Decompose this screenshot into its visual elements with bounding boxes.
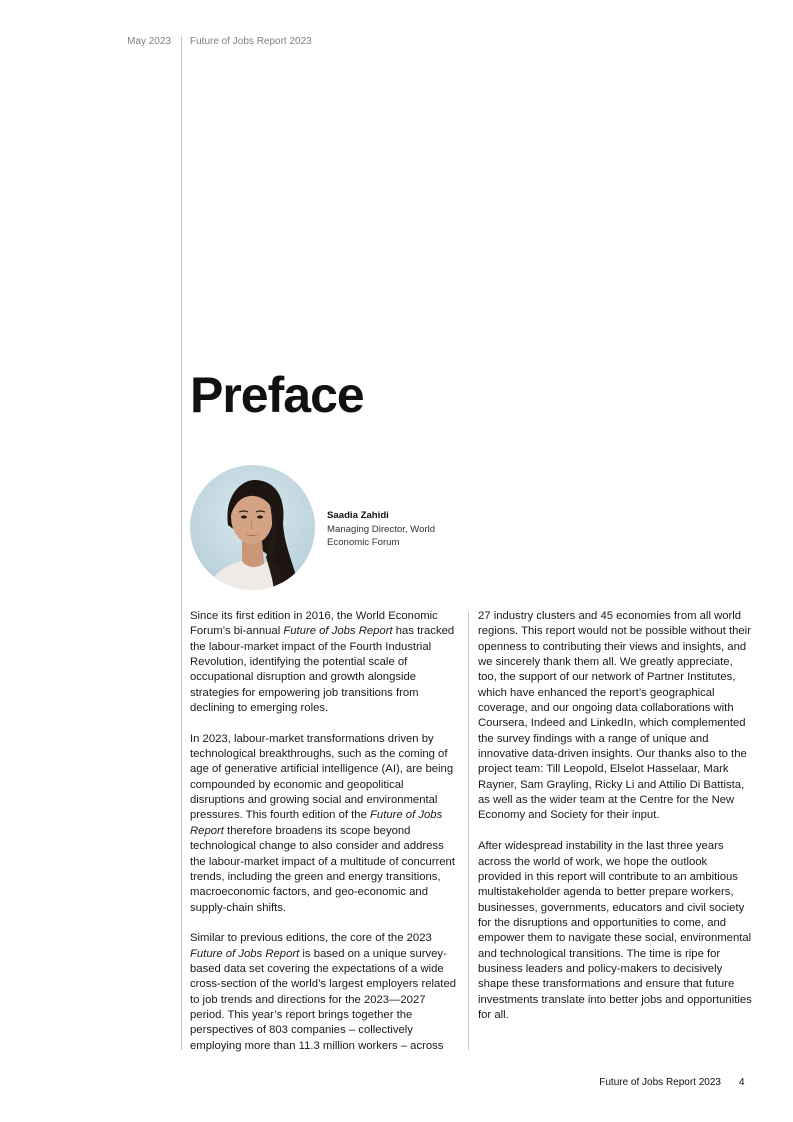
paragraph-2-text-a: In 2023, labour-market transformations driven by technological breakthroughs, such as the coming of age of generative artificial intelligence (AI), are being compounded by economic and geopolitical disruptions and growing social and environmental pressures. This fourth edition of the	[190, 732, 454, 822]
paragraph-2-report-title: Future of Jobs Report	[190, 809, 443, 837]
page-header	[0, 36, 793, 50]
body-column-right	[478, 609, 753, 1039]
margin-rule	[181, 36, 182, 1050]
header-date: May 2023	[127, 36, 171, 47]
paragraph-1-text-a: Since its first edition in 2016, the World Economic Forum’s bi-annual	[190, 610, 438, 638]
paragraph-3-report-title: Future of Jobs Report	[190, 947, 300, 960]
paragraph-1-report-title: Future of Jobs Report	[283, 625, 393, 638]
footer-report-title: Future of Jobs Report 2023	[599, 1077, 721, 1088]
author-block	[327, 509, 467, 550]
paragraph-2-text-b: therefore broadens its scope beyond technological change to also consider and address the labour-market impact of a multitude of concurrent trends, including the green and energy transitions, macroeconomic factors, and geo-economic and supply-chain shifts.	[190, 824, 455, 914]
author-name: Saadia Zahidi	[327, 510, 389, 521]
paragraph-3-text-a: Similar to previous editions, the core of the 2023	[190, 932, 432, 945]
page-title: Preface	[190, 367, 364, 423]
author-portrait	[190, 465, 315, 590]
paragraph-3	[190, 931, 460, 1054]
paragraph-3-continued: 27 industry clusters and 45 economies from all world regions. This report would not be possible without their openness to contributing their views and insights, and we sincerely thank them all. We greatly appreciate, too, the support of our network of Partner Institutes, which have enhanced the report’s geographical coverage, and our ongoing data collaborations with Coursera, Indeed and LinkedIn, which complemented the survey findings with a range of unique and innovative data-driven insights. Our thanks also to the project team: Till Leopold, Elselot Hasselaar, Mark Rayner, Sam Grayling, Ricky Li and Attilio Di Battista, as well as the wider team at the Centre for the New Economy and Society for their input.	[478, 610, 751, 822]
paragraph-3-text-b: is based on a unique survey-based data set covering the expectations of a wide cross-section of the world’s largest employers related to job trends and directions for the 2023—2027 period. This year’s report brings together the perspectives of 803 companies – collectively employing more than 11.3 million workers – across	[190, 947, 457, 1052]
header-report-title: Future of Jobs Report 2023	[190, 36, 312, 47]
paragraph-1-text-b: has tracked the labour-market impact of the Fourth Industrial Revolution, identifying the potential scale of occupational disruption and growth alongside strategies for empowering job transitions from declining to emerging roles.	[190, 625, 455, 715]
column-divider	[468, 612, 469, 1050]
body-column-left	[190, 609, 460, 1069]
paragraph-1	[190, 609, 460, 716]
paragraph-4: After widespread instability in the last three years across the world of work, we hope the outlook provided in this report will contribute to an ambitious multistakeholder agenda to better prepare workers, businesses, governments, educators and civil society for the disruptions and opportunities to come, and empower them to navigate these social, environmental and technological transitions. The time is ripe for business leaders and policy-makers to decisively shape these transformations and ensure that future investments translate into better jobs and opportunities for all.	[478, 840, 752, 1021]
paragraph-2	[190, 732, 460, 916]
page-footer	[0, 1077, 793, 1091]
author-role: Managing Director, World Economic Forum	[327, 523, 436, 548]
page-number: 4	[739, 1077, 745, 1088]
